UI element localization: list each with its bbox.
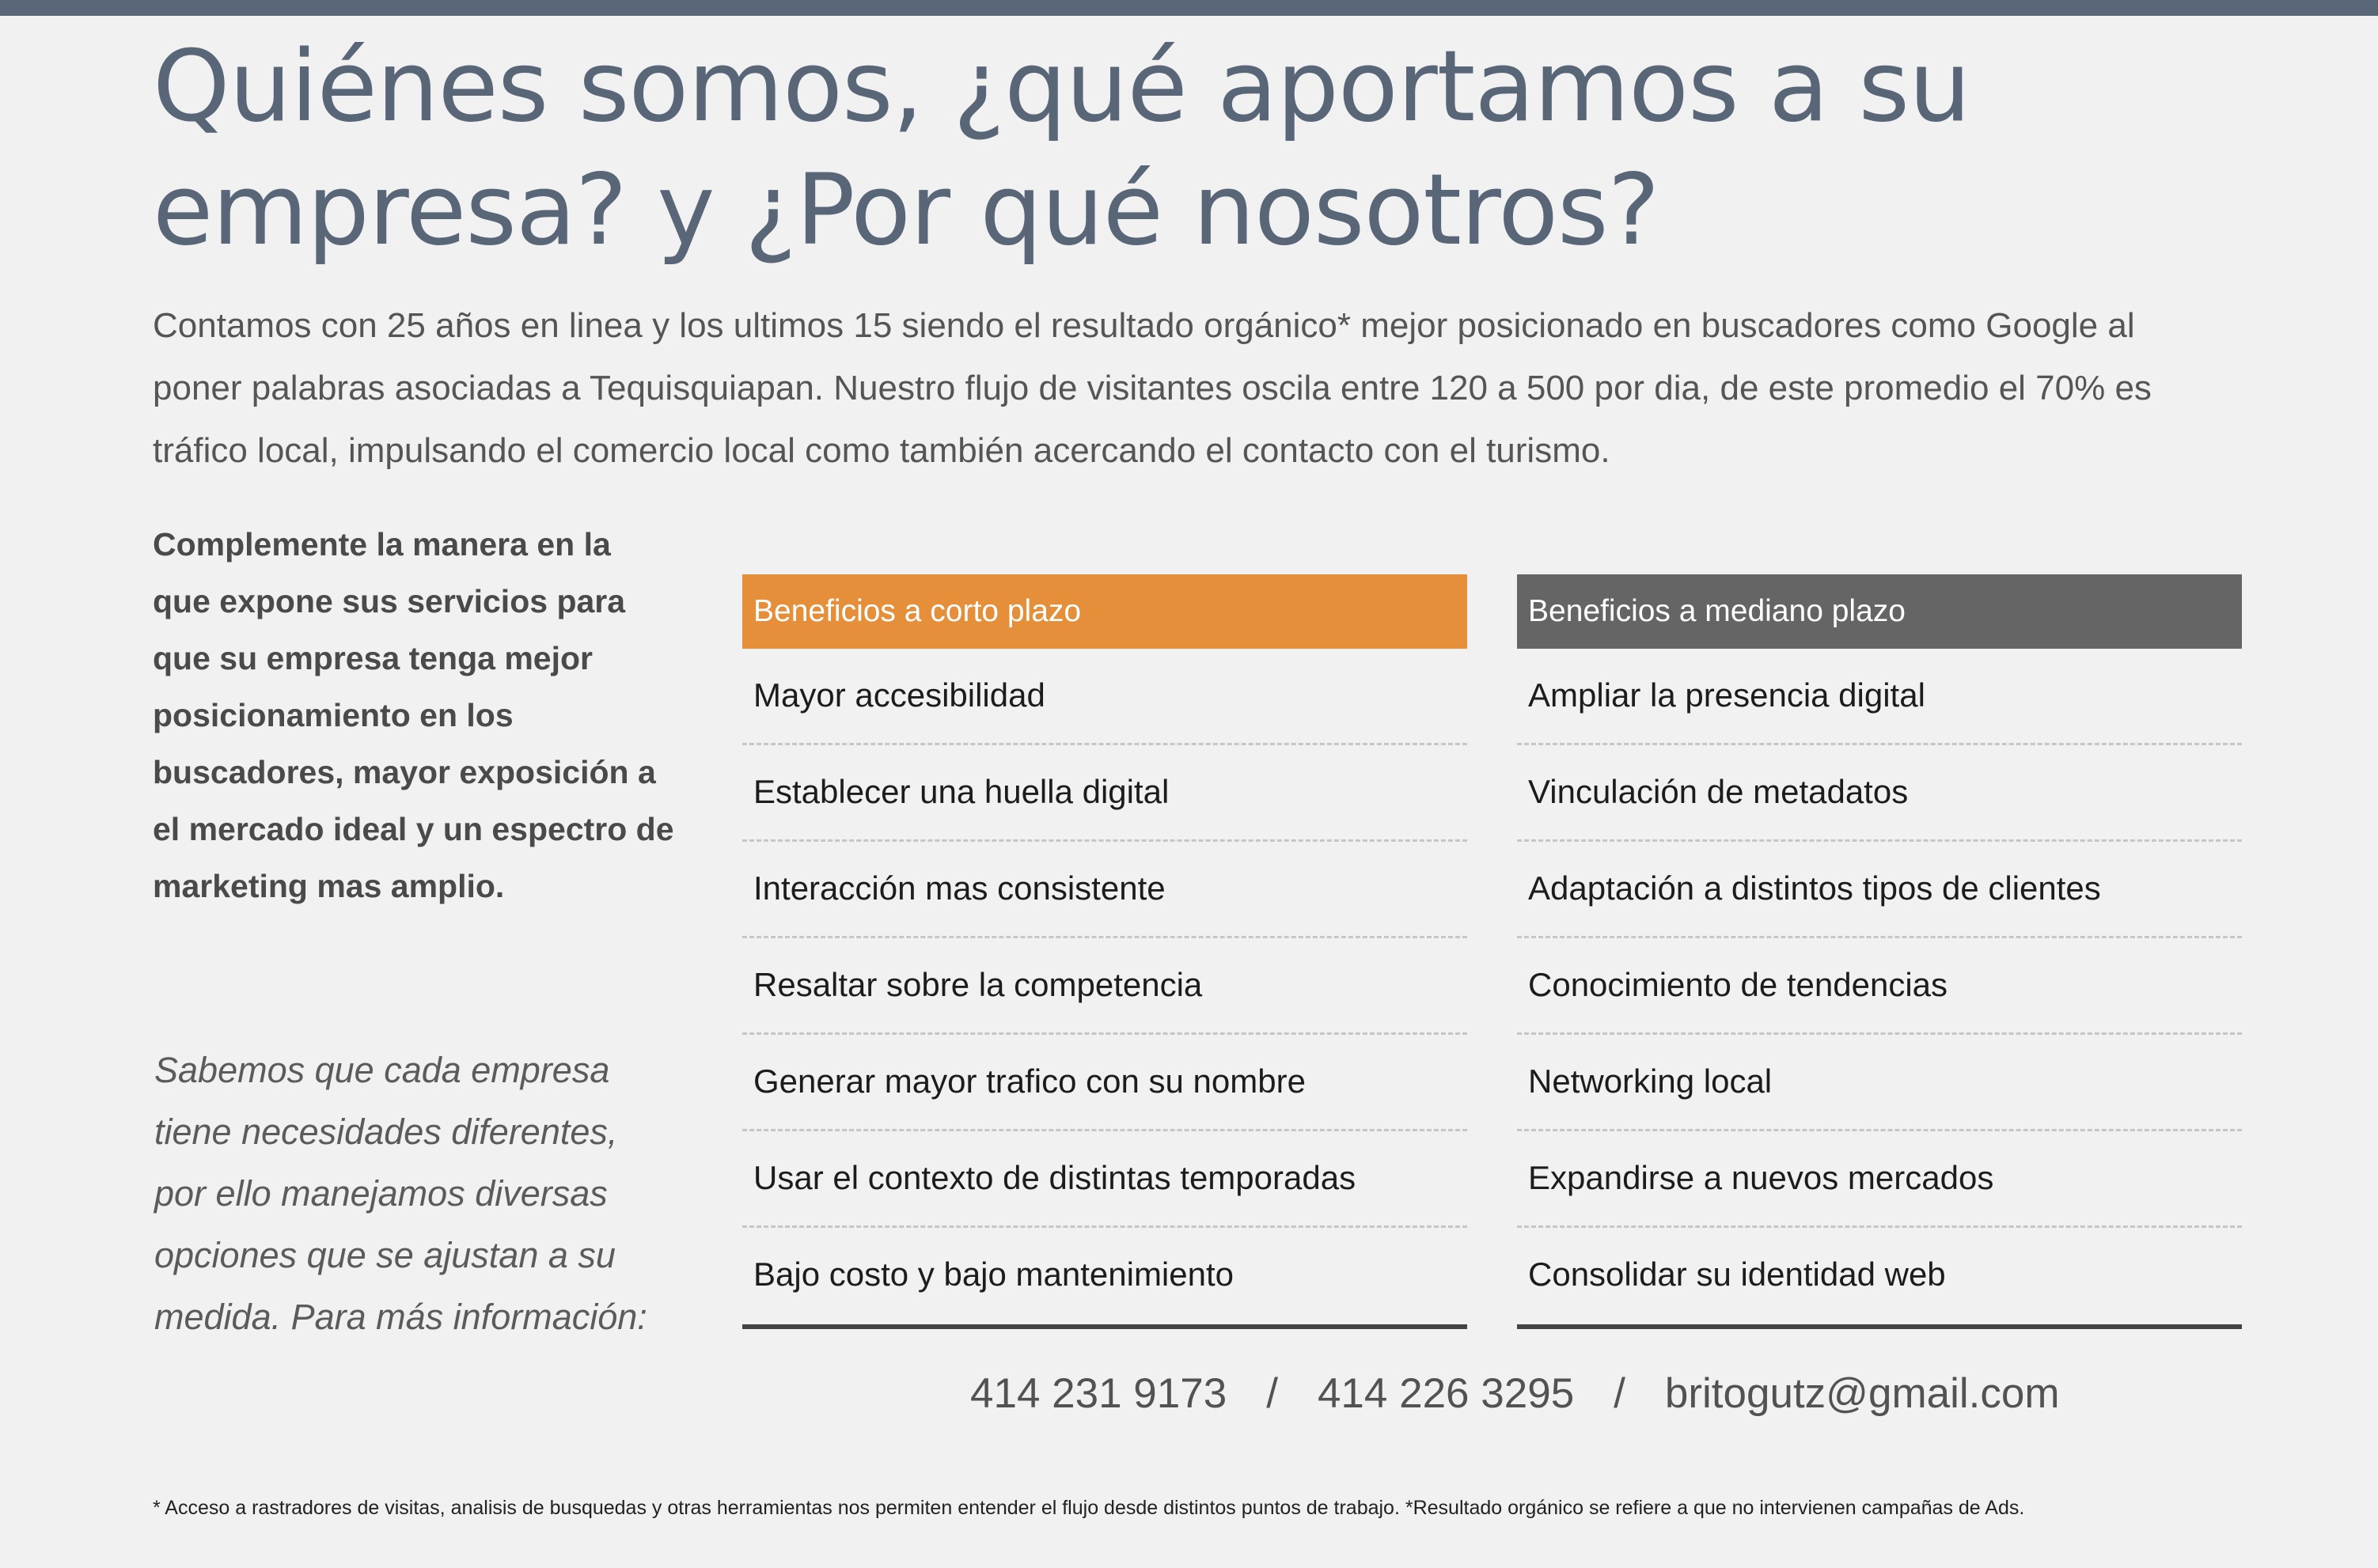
list-item: Interacción mas consistente <box>742 842 1467 938</box>
short-term-benefits-table <box>742 574 1467 1329</box>
bold-lead-paragraph: Complemente la manera en la que expone sus servicios para que su empresa tenga mejor posicionamiento en los buscadores, mayor exposición a el mercado ideal y un espectro de marketing mas amplio. <box>153 526 674 904</box>
list-item: Bajo costo y bajo mantenimiento <box>753 1256 1235 1293</box>
list-item: Adaptación a distintos tipos de clientes <box>1517 842 2242 938</box>
short-term-header: Beneficios a corto plazo <box>742 574 1467 649</box>
top-accent-bar <box>0 0 2378 16</box>
list-item: Conocimiento de tendencias <box>1517 938 2242 1035</box>
list-item: Expandirse a nuevos mercados <box>1517 1131 2242 1228</box>
list-item: Mayor accesibilidad <box>742 649 1467 745</box>
list-item: Resaltar sobre la competencia <box>742 938 1467 1035</box>
page-title: Quiénes somos, ¿qué aportamos a su empresa? y ¿Por qué nosotros? <box>153 30 1970 267</box>
email-address[interactable]: britogutz@gmail.com <box>1664 1370 2060 1417</box>
list-item: Networking local <box>1517 1035 2242 1131</box>
short-term-list <box>742 649 1467 1324</box>
contact-line <box>970 1362 2060 1426</box>
medium-term-header: Beneficios a mediano plazo <box>1517 574 2242 649</box>
list-item: Establecer una huella digital <box>742 745 1467 842</box>
phone-number-2[interactable]: 414 226 3295 <box>1317 1370 1575 1417</box>
list-item: Vinculación de metadatos <box>1517 745 2242 842</box>
list-item: Ampliar la presencia digital <box>1517 649 2242 745</box>
italic-lead-paragraph: Sabemos que cada empresa tiene necesidades diferentes, por ello manejamos diversas opciones que se ajustan a su medida. Para más información: <box>154 1050 647 1337</box>
medium-term-list <box>1517 649 2242 1324</box>
contact-separator: / <box>1266 1370 1278 1417</box>
contact-separator: / <box>1614 1370 1625 1417</box>
footnote: * Acceso a rastradores de visitas, analisis de busquedas y otras herramientas nos permiten entender el flujo desde distintos puntos de trabajo. *Resultado orgánico se refiere a que no intervienen campañas de Ads. <box>153 1497 2025 1519</box>
list-item: Generar mayor trafico con su nombre <box>742 1035 1467 1131</box>
list-item: Consolidar su identidad web <box>1528 1256 1946 1293</box>
intro-paragraph: Contamos con 25 años en linea y los ultimos 15 siendo el resultado orgánico* mejor posicionado en buscadores como Google al poner palabras asociadas a Tequisquiapan. Nuestro flujo de visitantes oscila entre 120 a 500 por dia, de este promedio el 70% es tráfico local, impulsando el comercio local como también acercando el contacto con el turismo. <box>153 306 2152 470</box>
phone-number-1[interactable]: 414 231 9173 <box>970 1370 1227 1417</box>
list-item: Usar el contexto de distintas temporadas <box>742 1131 1467 1228</box>
medium-term-benefits-table <box>1517 574 2242 1329</box>
